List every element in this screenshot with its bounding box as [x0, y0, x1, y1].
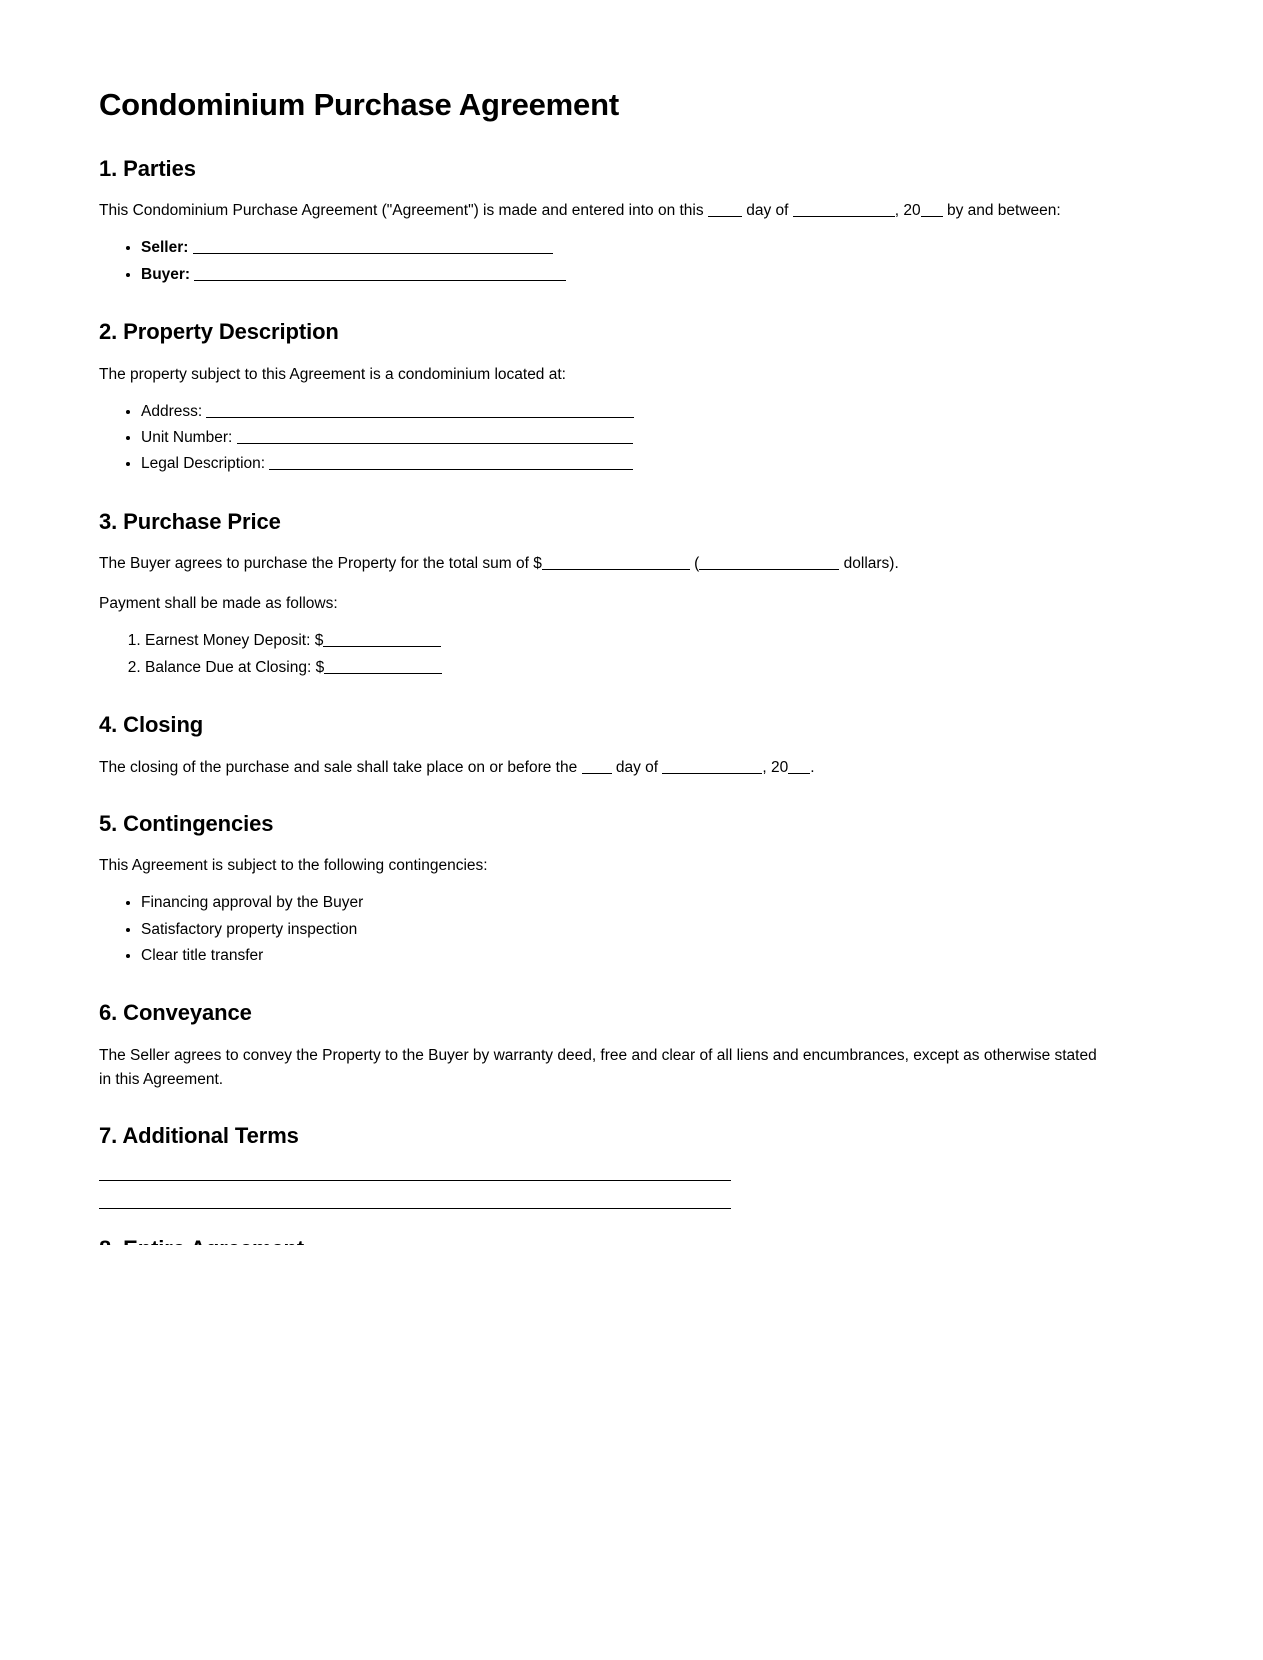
- closing-text-d: .: [810, 758, 815, 776]
- closing-paragraph: [99, 756, 1099, 780]
- closing-month-blank[interactable]: [662, 758, 762, 774]
- list-item: • Clear title transfer: [141, 943, 1099, 969]
- buyer-blank[interactable]: [194, 265, 566, 281]
- additional-terms-blank-line-1[interactable]: [99, 1180, 731, 1181]
- section-heading-purchase-price: 3. Purchase Price: [99, 508, 281, 534]
- section-heading-property-description: 2. Property Description: [99, 319, 339, 345]
- purchase-price-words-blank[interactable]: [699, 555, 839, 571]
- unit-number-label: Unit Number:: [141, 429, 233, 446]
- payment-intro-paragraph: Payment shall be made as follows:: [99, 595, 338, 613]
- seller-label: Seller:: [141, 239, 189, 257]
- list-item: [145, 655, 1099, 681]
- buyer-label: Buyer:: [141, 265, 191, 283]
- balance-due-blank[interactable]: [324, 658, 442, 674]
- day-blank[interactable]: [708, 202, 742, 218]
- unit-number-blank[interactable]: [237, 428, 633, 444]
- additional-terms-blank-line-2[interactable]: [99, 1208, 731, 1209]
- purchase-price-text-b: (: [689, 555, 700, 573]
- legal-description-label: Legal Description:: [141, 455, 266, 473]
- parties-list: [99, 235, 1099, 288]
- closing-text-c: , 20: [762, 758, 789, 776]
- earnest-money-label: Earnest Money Deposit: $: [145, 632, 324, 650]
- document-body: [99, 86, 1099, 1264]
- closing-day-blank[interactable]: [582, 758, 612, 774]
- list-item: [141, 399, 1099, 425]
- conveyance-paragraph: The Seller agrees to convey the Property to the Buyer by warranty deed, free and clear of all liens and encumbrances, except as otherwise stated in this Agreement.: [99, 1046, 1097, 1088]
- legal-description-blank[interactable]: [269, 455, 633, 471]
- list-item: [145, 628, 1099, 654]
- payment-list: [99, 628, 1099, 681]
- month-blank[interactable]: [793, 202, 895, 218]
- contingencies-list: [99, 890, 1099, 969]
- page-title: Condominium Purchase Agreement: [99, 87, 619, 122]
- earnest-money-blank[interactable]: [323, 632, 441, 648]
- list-item: [141, 451, 1099, 477]
- purchase-price-amount-blank[interactable]: [542, 555, 690, 571]
- section-heading-parties: 1. Parties: [99, 155, 196, 181]
- address-label: Address:: [141, 402, 203, 420]
- property-intro-paragraph: The property subject to this Agreement is a condominium located at:: [99, 365, 566, 383]
- list-item: [141, 425, 1099, 451]
- closing-year-blank[interactable]: [788, 758, 810, 774]
- closing-text-a: The closing of the purchase and sale shall take place on or before the: [99, 758, 582, 776]
- seller-blank[interactable]: [193, 239, 553, 255]
- purchase-price-text-c: dollars).: [839, 555, 899, 573]
- year-blank[interactable]: [921, 202, 943, 218]
- parties-intro-text-c: , 20: [894, 202, 921, 220]
- page-bottom-clip: [0, 1245, 1263, 1660]
- parties-intro-text-a: This Condominium Purchase Agreement ("Agreement") is made and entered into on this: [99, 202, 708, 220]
- balance-due-label: Balance Due at Closing: $: [145, 658, 325, 676]
- section-heading-contingencies: 5. Contingencies: [99, 810, 274, 836]
- contingencies-intro-paragraph: This Agreement is subject to the following contingencies:: [99, 857, 488, 875]
- parties-intro-text-d: by and between:: [942, 202, 1061, 220]
- parties-intro-paragraph: [99, 199, 1099, 223]
- closing-text-b: day of: [611, 758, 663, 776]
- parties-intro-text-b: day of: [741, 202, 793, 220]
- purchase-price-paragraph: [99, 552, 1099, 576]
- list-item: • Financing approval by the Buyer: [141, 890, 1099, 916]
- property-list: [99, 399, 1099, 478]
- section-heading-conveyance: 6. Conveyance: [99, 1000, 252, 1026]
- list-item: [141, 235, 1099, 261]
- address-blank[interactable]: [206, 402, 634, 418]
- section-heading-closing: 4. Closing: [99, 712, 204, 737]
- list-item: • Satisfactory property inspection: [141, 917, 1099, 943]
- list-item: [141, 262, 1099, 288]
- section-heading-additional-terms: 7. Additional Terms: [99, 1122, 299, 1148]
- purchase-price-text-a: The Buyer agrees to purchase the Property for the total sum of $: [99, 555, 542, 573]
